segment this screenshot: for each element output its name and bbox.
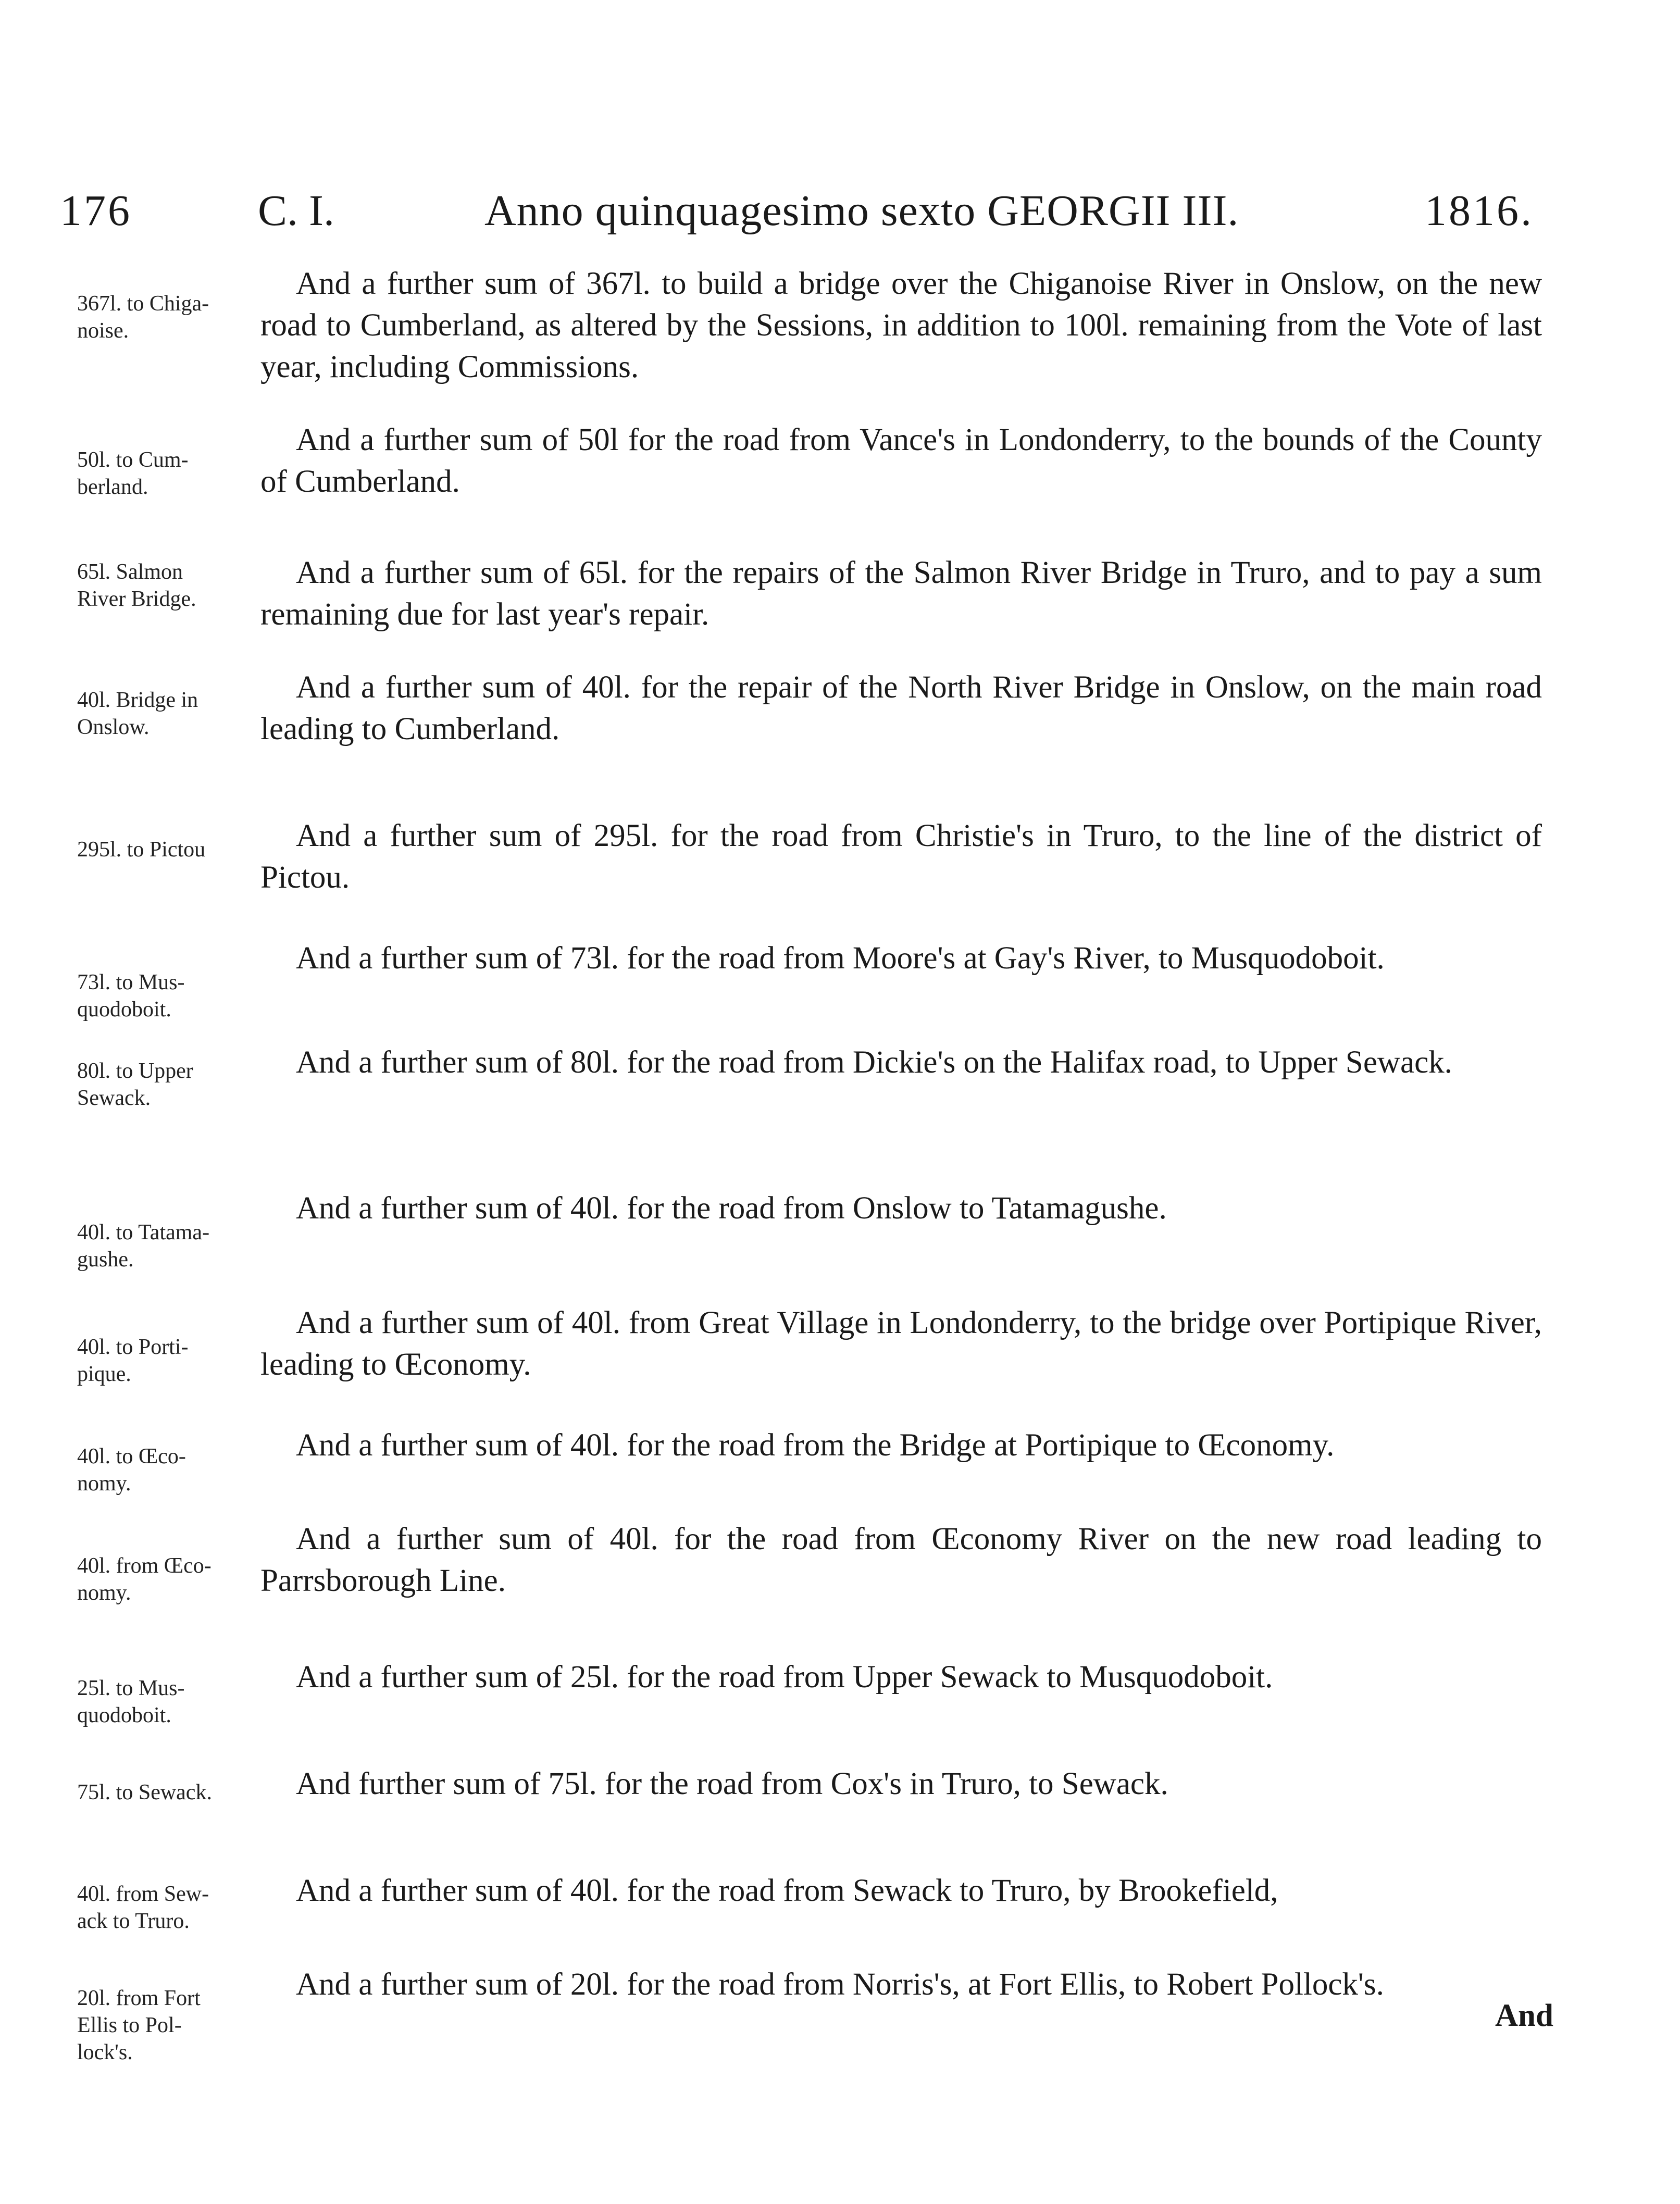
entry-text: And a further sum of 40l. for the road from Onslow to Tatamagushe.: [296, 1191, 1167, 1226]
entry-text: And a further sum of 40l. for the road from Sewack to Truro, by Brookefield,: [296, 1873, 1278, 1908]
margin-note: 295l. to Pictou: [77, 838, 206, 862]
entry-text: And a further sum of 295l. for the road from Christie's in Truro, to the line of the district of Pictou.: [260, 818, 1542, 895]
margin-note: 40l. Bridge in Onslow.: [77, 688, 198, 739]
margin-note: 73l. to Mus- quodoboit.: [77, 970, 185, 1022]
margin-note: 75l. to Sewack.: [77, 1780, 212, 1804]
entry-text: And a further sum of 25l. for the road from Upper Sewack to Musquodoboit.: [296, 1660, 1273, 1695]
margin-note: 25l. to Mus- quodoboit.: [77, 1676, 185, 1727]
margin-note: 367l. to Chiga- noise.: [77, 292, 209, 343]
running-title: Anno quinquagesimo sexto GEORGII III.: [484, 186, 1239, 235]
entry-text: And a further sum of 40l. from Great Village in Londonderry, to the bridge over Portipique River, leading to Œconomy.: [260, 1305, 1542, 1382]
entry-text: And a further sum of 80l. for the road from Dickie's on the Halifax road, to Upper Sewack.: [296, 1045, 1452, 1080]
year: 1816.: [1425, 186, 1534, 235]
entry-text: And a further sum of 367l. to build a bridge over the Chiganoise River in Onslow, on the new road to Cumberland, as altered by the Sessions, in addition to 100l. remaining from the Vote of last year, including Commissions.: [260, 266, 1542, 384]
margin-note: 80l. to Upper Sewack.: [77, 1059, 193, 1110]
margin-note: 40l. to Œco- nomy.: [77, 1445, 186, 1496]
page-number: 176: [60, 186, 132, 235]
margin-note: 20l. from Fort Ellis to Pol- lock's.: [77, 1986, 201, 2064]
entry-text: And a further sum of 50l for the road from Vance's in Londonderry, to the bounds of the County of Cumberland.: [260, 422, 1542, 499]
margin-note: 40l. from Sew- ack to Truro.: [77, 1882, 209, 1933]
entry-text: And further sum of 75l. for the road from Cox's in Truro, to Sewack.: [296, 1766, 1168, 1801]
page-header: [0, 180, 1680, 242]
chapter-number: C. I.: [258, 186, 334, 235]
margin-note: 50l. to Cum- berland.: [77, 448, 189, 499]
catchword: And: [1495, 1998, 1553, 2033]
entry-text: And a further sum of 73l. for the road from Moore's at Gay's River, to Musquodoboit.: [296, 941, 1385, 976]
entry-text: And a further sum of 40l. for the road from Œconomy River on the new road leading to Parrsborough Line.: [260, 1522, 1542, 1598]
margin-note: 40l. to Tatama- gushe.: [77, 1221, 210, 1272]
entry-text: And a further sum of 65l. for the repairs of the Salmon River Bridge in Truro, and to pay a sum remaining due for last year's repair.: [260, 555, 1542, 632]
entry-text: And a further sum of 20l. for the road from Norris's, at Fort Ellis, to Robert Pollock's.: [296, 1967, 1384, 2002]
margin-note: 65l. Salmon River Bridge.: [77, 560, 196, 611]
entry-text: And a further sum of 40l. for the road from the Bridge at Portipique to Œconomy.: [296, 1428, 1335, 1463]
entry-text: And a further sum of 40l. for the repair of the North River Bridge in Onslow, on the main road leading to Cumberland.: [260, 670, 1542, 746]
margin-note: 40l. to Porti- pique.: [77, 1335, 189, 1386]
margin-note: 40l. from Œco- nomy.: [77, 1554, 211, 1605]
